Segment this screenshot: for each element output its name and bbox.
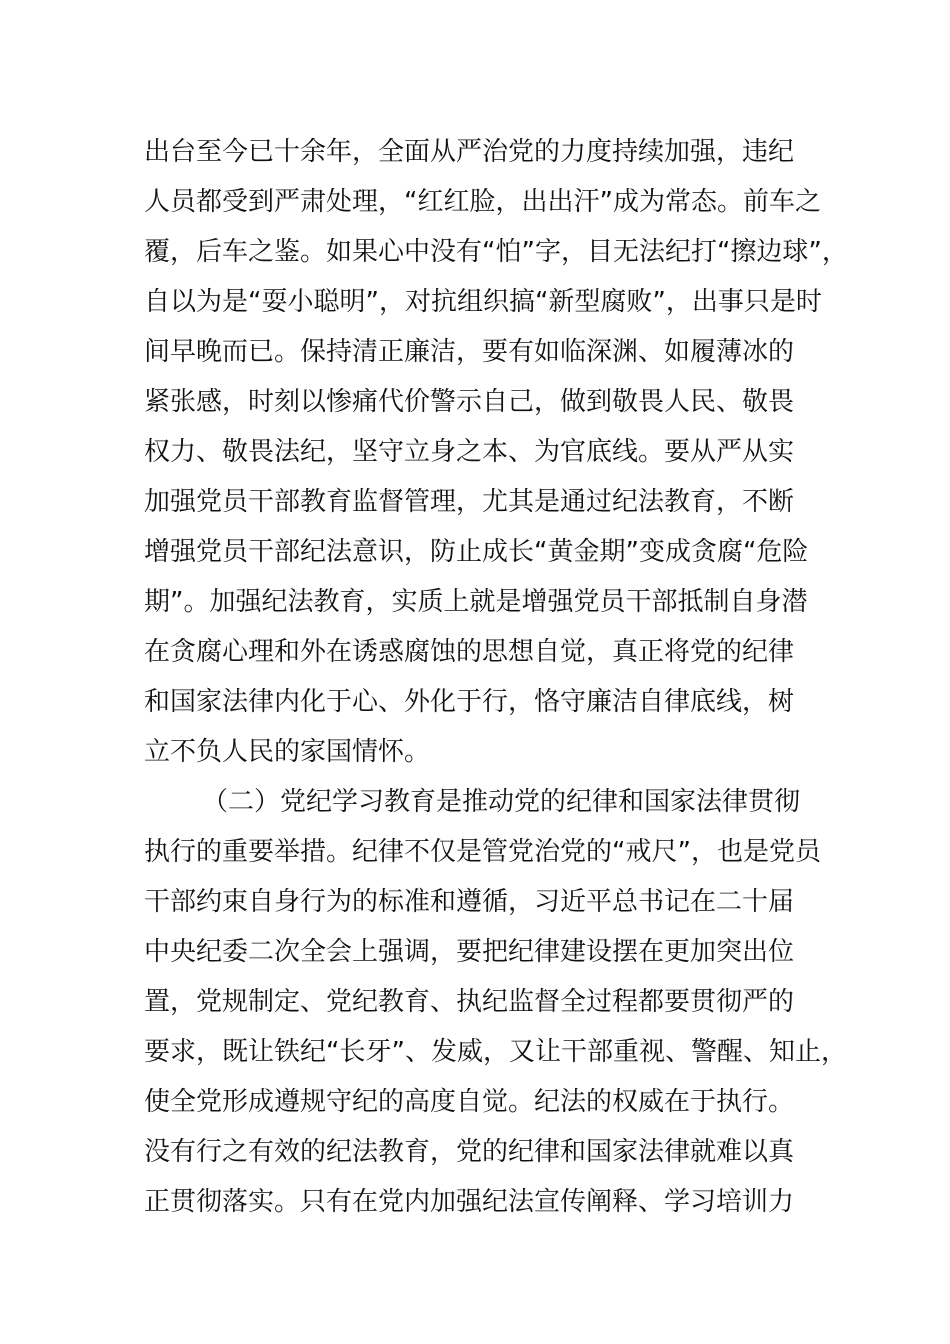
text-line: 立不负人民的家国情怀。 [144, 737, 431, 767]
text-line: 权力、敬畏法纪，坚守立身之本、为官底线。要从严从实 [144, 437, 795, 467]
section-heading-line: （二）党纪学习教育是推动党的纪律和国家法律贯彻 [202, 787, 801, 817]
text-line: 加强党员干部教育监督管理，尤其是通过纪法教育，不断 [144, 487, 795, 517]
text-line: 和国家法律内化于心、外化于行，恪守廉洁自律底线，树 [144, 687, 795, 717]
text-line: 干部约束自身行为的标准和遵循，习近平总书记在二十届 [144, 887, 795, 917]
text-line: 覆，后车之鉴。如果心中没有“怕”字，目无法纪打“擦边球”， [144, 237, 848, 267]
text-line: 自以为是“耍小聪明”，对抗组织搞“新型腐败”，出事只是时 [144, 287, 822, 317]
text-line: 置，党规制定、党纪教育、执纪监督全过程都要贯彻严的 [144, 987, 795, 1017]
text-line: 使全党形成遵规守纪的高度自觉。纪法的权威在于执行。 [144, 1087, 795, 1117]
text-line: 间早晚而已。保持清正廉洁，要有如临深渊、如履薄冰的 [144, 337, 795, 367]
text-line: 增强党员干部纪法意识，防止成长“黄金期”变成贪腐“危险 [144, 537, 809, 567]
text-line: 人员都受到严肃处理，“红红脸，出出汗”成为常态。前车之 [144, 187, 821, 217]
text-line: 期”。加强纪法教育，实质上就是增强党员干部抵制自身潜 [144, 587, 808, 617]
text-line: 紧张感，时刻以惨痛代价警示自己，做到敬畏人民、敬畏 [144, 387, 795, 417]
text-line: 要求，既让铁纪“长牙”、发威，又让干部重视、警醒、知止， [144, 1037, 847, 1067]
body-text [144, 127, 848, 1227]
text-line: 执行的重要举措。纪律不仅是管党治党的“戒尺”，也是党员 [144, 837, 821, 867]
text-line: 中央纪委二次全会上强调，要把纪律建设摆在更加突出位 [144, 937, 795, 967]
text-line: 没有行之有效的纪法教育，党的纪律和国家法律就难以真 [144, 1137, 795, 1167]
text-line: 在贪腐心理和外在诱惑腐蚀的思想自觉，真正将党的纪律 [144, 637, 795, 667]
text-line: 正贯彻落实。只有在党内加强纪法宣传阐释、学习培训力 [144, 1187, 795, 1217]
text-line: 出台至今已十余年，全面从严治党的力度持续加强，违纪 [144, 137, 795, 167]
